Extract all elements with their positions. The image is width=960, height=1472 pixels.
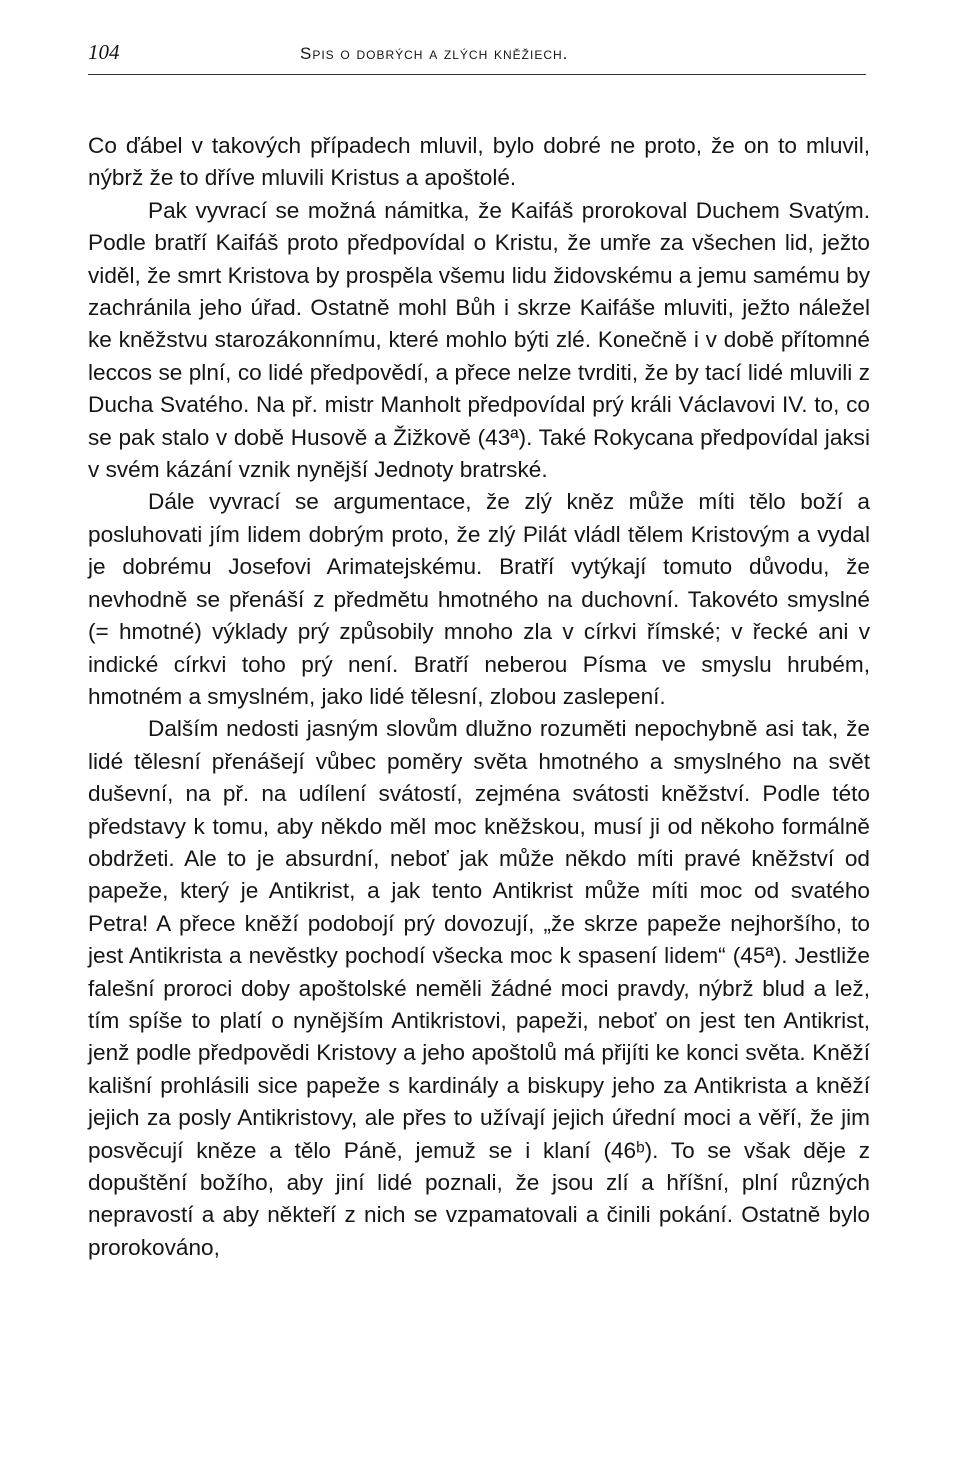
body-text [88,130,870,1264]
page-number: 104 [88,40,120,64]
running-title: Spis o dobrých a zlých kněžiech. [300,44,569,63]
paragraph: Co ďábel v takových případech mluvil, bylo dobré ne proto, že on to mluvil, nýbrž že to dříve mluvili Kristus a apoštolé. [88,133,870,191]
page-header [88,40,864,74]
paragraph: Dále vyvrací se argumentace, že zlý kněz může míti tělo boží a posluhovati jím lidem dobrým proto, že zlý Pilát vládl tělem Kristovým a vydal je dobrému Josefovi Arimatejskému. Bratří vytýkají tomuto důvodu, že nevhodně se přenáší z předmětu hmotného na duchovní. Takovéto smyslné (= hmotné) výklady prý způsobily mnoho zla v církvi římské; v řecké ani v indické církvi toho prý není. Bratří neberou Písma ve smyslu hrubém, hmotném a smyslném, jako lidé tělesní, zlobou zaslepení. [88,489,870,709]
paragraph: Pak vyvrací se možná námitka, že Kaifáš prorokoval Duchem Svatým. Podle bratří Kaifáš proto předpovídal o Kristu, že umře za všechen lid, ježto viděl, že smrt Kristova by prospěla všemu lidu židovskému a jemu samému by zachránila jeho úřad. Ostatně mohl Bůh i skrze Kaifáše mluviti, ježto náležel ke kněžstvu starozákonnímu, které mohlo býti zlé. Konečně i v době přítomné leccos se plní, co lidé předpovědí, a přece nelze tvrditi, že by tací lidé mluvili z Ducha Svatého. Na př. mistr Manholt předpovídal prý králi Václavovi IV. to, co se pak stalo v době Husově a Žižkově (43ª). Také Rokycana předpovídal jaksi v svém kázání vznik nynější Jednoty bratrské. [88,197,870,483]
header-rule [88,74,866,75]
paragraph: Dalším nedosti jasným slovům dlužno rozuměti nepochybně asi tak, že lidé tělesní přenášejí vůbec poměry světa hmotného a smyslného na svět duševní, na př. na udílení svátostí, zejména svátosti kněžství. Podle této představy k tomu, aby někdo měl moc kněžskou, musí ji od někoho formálně obdržeti. Ale to je absurdní, neboť jak může někdo míti pravé kněžství od papeže, který je Antikrist, a jak tento Antikrist může míti moc od svatého Petra! A přece kněží podobojí prý dovozují, „že skrze papeže nejhoršího, to jest Antikrista a nevěstky pochodí všecka moc k spasení lidem“ (45ª). Jestliže falešní proroci doby apoštolské neměli žádné moci pravdy, nýbrž blud a lež, tím spíše to platí o nynějším Antikristovi, papeži, neboť on jest ten Antikrist, jenž podle předpovědi Kristovy a jeho apoštolů má přijíti ke konci světa. Kněží kališní prohlásili sice papeže s kardinály a biskupy jeho za Antikrista a kněží jejich za posly Antikristovy, ale přes to užívají jejich úřední moci a věří, že jim posvěcují kněze a tělo Páně, jemuž se i klaní (46ᵇ). To se však děje z dopuštění božího, aby jiní lidé poznali, že jsou zlí a hříšní, plní různých nepravostí a aby někteří z nich se vzpamatovali a činili pokání. Ostatně bylo prorokováno, [88,716,870,1260]
